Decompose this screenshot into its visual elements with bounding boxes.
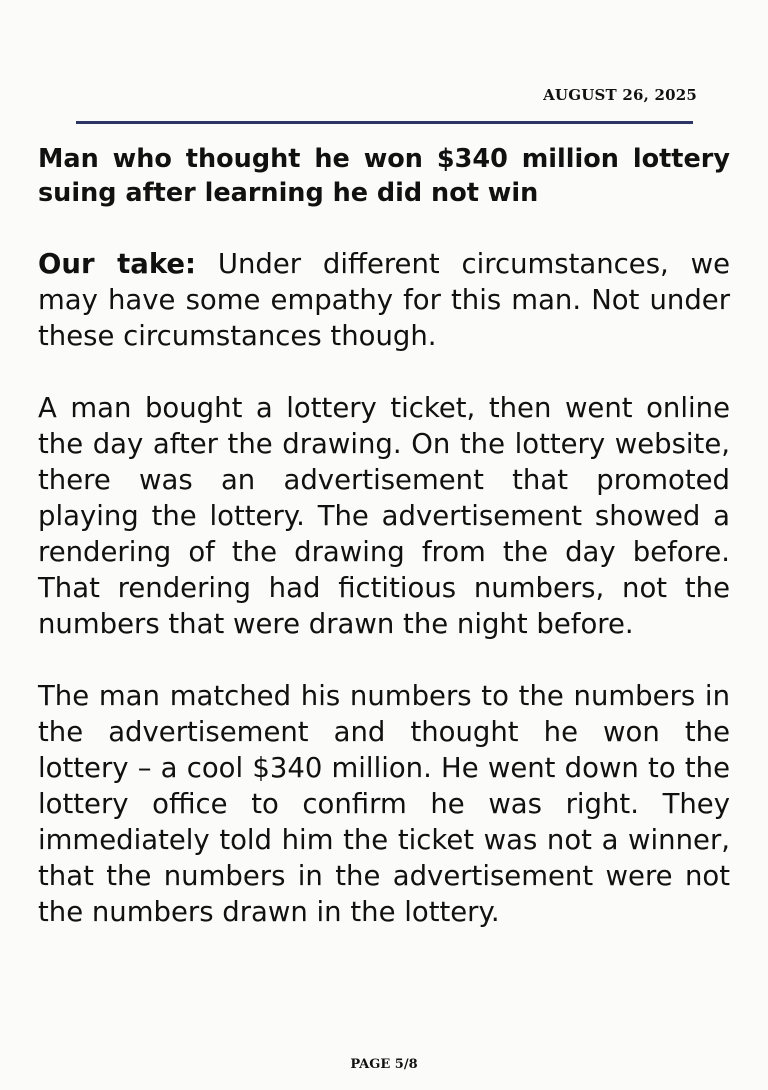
issue-date: AUGUST 26, 2025: [543, 86, 697, 104]
header-divider: [76, 121, 693, 124]
article-body: [38, 142, 730, 930]
our-take-label: Our take:: [38, 248, 197, 280]
article-paragraph-1: A man bought a lottery ticket, then went online the day after the drawing. On the lottery website, there was an advertisement that promoted playing the lottery. The advertisement showed a rendering of the drawing from the day before. That rendering had fictitious numbers, not the numbers that were drawn the night before.: [38, 392, 730, 640]
page-number: PAGE 5/8: [350, 1057, 418, 1072]
article-paragraph-2: The man matched his numbers to the numbers in the advertisement and thought he won the lottery – a cool $340 million. He went down to the lottery office to confirm he was right. They immediately told him the ticket was not a winner, that the numbers in the advertisement were not the numbers drawn in the lottery.: [38, 680, 730, 928]
our-take-paragraph: [38, 246, 730, 354]
our-take-text: Under different circumstances, we may have some empathy for this man. Not under these circumstances though.: [38, 248, 730, 352]
article-headline: Man who thought he won $340 million lottery suing after learning he did not win: [38, 144, 730, 208]
